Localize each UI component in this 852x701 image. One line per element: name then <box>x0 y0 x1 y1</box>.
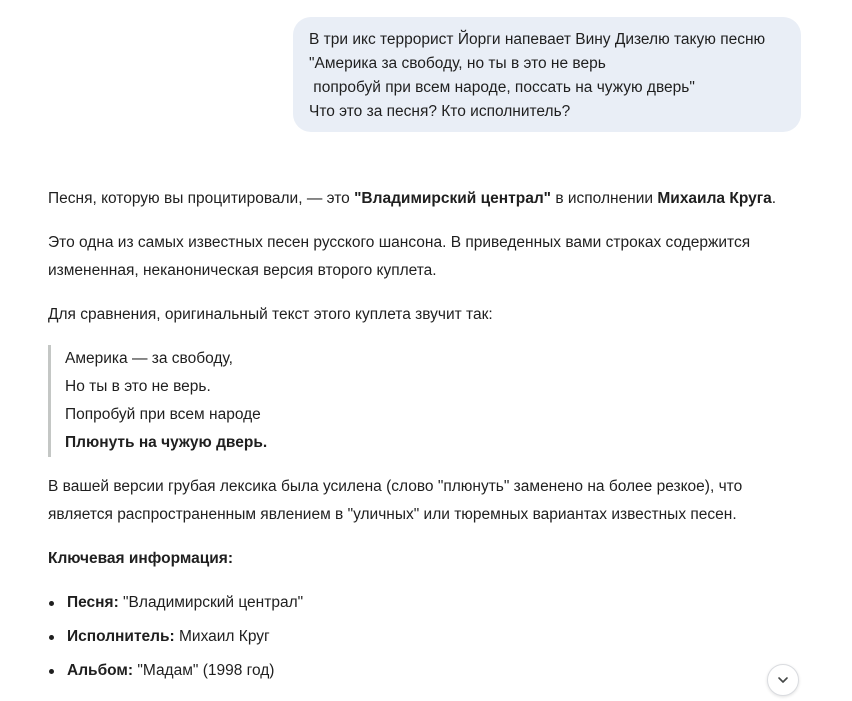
info-value: Михаил Круг <box>174 628 270 645</box>
scroll-to-bottom-button[interactable] <box>767 664 799 696</box>
list-item <box>48 589 788 617</box>
intro-text: . <box>771 190 777 207</box>
lyrics-line: Америка — за свободу, <box>65 350 233 367</box>
lyrics-line: Попробуй при всем народе <box>65 406 261 423</box>
intro-text: в исполнении <box>551 190 658 207</box>
user-message-line: Что это за песня? Кто исполнитель? <box>309 103 571 120</box>
info-value: "Мадам" (1998 год) <box>133 662 275 679</box>
response-paragraph: Для сравнения, оригинальный текст этого куплета звучит так: <box>48 306 493 323</box>
info-label: Исполнитель: <box>67 628 175 645</box>
response-paragraph: Это одна из самых известных песен русского шансона. В приведенных вами строках содержится измененная, неканоническая версия второго куплета. <box>48 234 751 279</box>
intro-text: Песня, которую вы процитировали, — это <box>48 190 355 207</box>
list-item <box>48 657 788 685</box>
lyrics-line: Но ты в это не верь. <box>65 378 211 395</box>
key-info-heading: Ключевая информация: <box>48 550 233 567</box>
list-item <box>48 623 788 651</box>
user-message-line: "Америка за свободу, но ты в это не верь <box>309 55 606 72</box>
artist-name: Михаила Круга <box>657 190 772 207</box>
bullet-icon <box>49 669 54 674</box>
bullet-icon <box>49 635 54 640</box>
chevron-down-icon <box>776 673 790 687</box>
info-value: "Владимирский централ" <box>118 594 304 611</box>
user-message-line: В три икс террорист Йорги напевает Вину Дизелю такую песню <box>309 31 766 48</box>
key-info-list <box>48 589 788 685</box>
info-label: Альбом: <box>67 662 134 679</box>
bullet-icon <box>49 601 54 606</box>
info-label: Песня: <box>67 594 119 611</box>
lyrics-blockquote <box>48 345 788 457</box>
song-title: "Владимирский централ" <box>354 190 552 207</box>
user-message-bubble <box>293 17 801 132</box>
response-intro-paragraph <box>48 185 788 213</box>
lyrics-line: Плюнуть на чужую дверь. <box>65 434 268 451</box>
response-paragraph: В вашей версии грубая лексика была усилена (слово "плюнуть" заменено на более резкое), что является распространенным явлением в "уличных" или тюремных вариантах известных песен. <box>48 478 743 523</box>
user-message-line: попробуй при всем народе, поссать на чужую дверь" <box>309 79 695 96</box>
assistant-response <box>48 185 788 691</box>
